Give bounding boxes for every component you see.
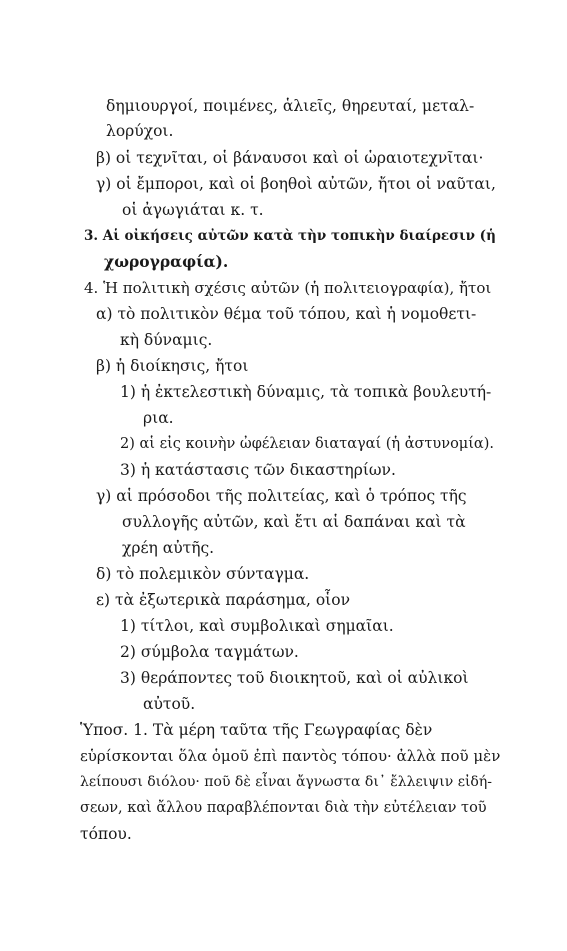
note-line: Ὑποσ. 1. Τὰ μέρη ταῦτα τῆς Γεωγραφίας δὲν xyxy=(80,721,433,739)
note-line: τόπου. xyxy=(80,825,132,843)
text-line: δημιουργοί, ποιμένες, ἁλιεῖς, θηρευταί, μεταλ- xyxy=(106,97,475,115)
note-line: λείπουσι διόλου· ποῦ δὲ εἶναι ἄγνωστα δι᾽ ἔλλειψιν εἰδή- xyxy=(80,774,492,790)
text-line: 2) σύμβολα ταγμάτων. xyxy=(120,643,299,661)
text-line: γ) οἱ ἔμποροι, καὶ οἱ βοηθοὶ αὐτῶν, ἤτοι οἱ ναῦται, xyxy=(96,175,496,193)
section-heading: 4. Ἡ πολιτικὴ σχέσις αὐτῶν (ἡ πολιτειογραφία), ἤτοι xyxy=(84,279,492,297)
note-line: σεων, καὶ ἄλλου παραβλέπονται διὰ τὴν εὐτέλειαν τοῦ xyxy=(80,800,487,816)
section-heading: 3. Αἱ οἰκήσεις αὐτῶν κατὰ τὴν τοπικὴν διαίρεσιν (ἡ xyxy=(84,228,496,244)
text-line: 1) ἡ ἐκτελεστικὴ δύναμις, τὰ τοπικὰ βουλευτή- xyxy=(120,383,492,401)
text-line: συλλογῆς αὐτῶν, καὶ ἔτι αἱ δαπάναι καὶ τὰ xyxy=(122,513,466,531)
text-line: γ) αἱ πρόσοδοι τῆς πολιτείας, καὶ ὁ τρόπος τῆς xyxy=(96,487,467,505)
text-line: αὐτοῦ. xyxy=(143,695,196,713)
text-line: χωρογραφία). xyxy=(104,252,229,271)
text-line: 1) τίτλοι, καὶ συμβολικαὶ σημαῖαι. xyxy=(120,617,394,635)
text-line: ε) τὰ ἐξωτερικὰ παράσημα, οἷον xyxy=(96,591,351,609)
text-line: κὴ δύναμις. xyxy=(120,331,213,349)
text-line: οἱ ἀγωγιάται κ. τ. xyxy=(122,201,264,219)
text-line: χρέη αὐτῆς. xyxy=(122,539,215,557)
text-line: β) οἱ τεχνῖται, οἱ βάναυσοι καὶ οἱ ὡραιοτεχνῖται· xyxy=(96,149,484,167)
text-line: λορύχοι. xyxy=(106,122,174,140)
text-line: ρια. xyxy=(143,409,174,427)
text-line: δ) τὸ πολεμικὸν σύνταγμα. xyxy=(96,565,310,583)
note-line: εὑρίσκονται ὅλα ὁμοῦ ἐπὶ παντὸς τόπου· ἀλλὰ ποῦ μὲν xyxy=(80,747,501,765)
text-line: β) ἡ διοίκησις, ἤτοι xyxy=(96,357,249,375)
text-line: 3) θεράποντες τοῦ διοικητοῦ, καὶ οἱ αὐλικοὶ xyxy=(120,669,469,687)
text-line: 3) ἡ κατάστασις τῶν δικαστηρίων. xyxy=(120,461,396,479)
text-line: 2) αἱ εἰς κοινὴν ὠφέλειαν διαταγαί (ἡ ἀστυνομία). xyxy=(120,436,494,452)
text-line: α) τὸ πολιτικὸν θέμα τοῦ τόπου, καὶ ἡ νομοθετι- xyxy=(96,305,477,323)
